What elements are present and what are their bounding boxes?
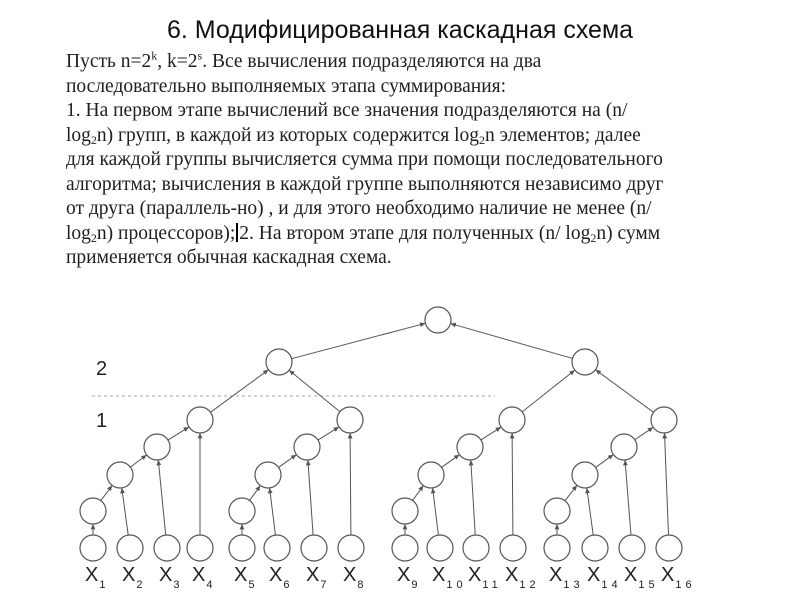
leaf-node-x1	[80, 535, 106, 561]
tree-edge-arrow	[522, 370, 575, 412]
sum-node-step1	[392, 498, 418, 524]
leaf-label-x15: $X_{15}$	[624, 564, 659, 591]
tree-edge-arrow	[289, 370, 340, 412]
tree-edge-arrow	[318, 427, 339, 440]
leaf-label-x4: $X_4$	[192, 564, 217, 591]
step-text-3: n элементов; далее для каждой группы вычисляется сумма при помощи последовательного алгоритма; вычисления в каждой группе выполняются независимо друг от друга (параллель-но) , и для этого необходимо наличие не менее (n/ log	[66, 124, 664, 244]
leaf-label-x1: $X_1$	[85, 564, 110, 591]
tree-edge-arrow	[587, 488, 593, 535]
leaf-node-x16	[656, 535, 682, 561]
leaf-label-x12: $X_{12}$	[505, 564, 540, 591]
tree-edge-arrow	[635, 427, 653, 439]
tree-edge-arrow	[270, 488, 276, 535]
step-text-2: n) групп, в каждой из которых содержится log	[96, 124, 480, 146]
leaf-label-x5: $X_5$	[234, 564, 259, 591]
group-sum-node	[187, 407, 213, 433]
tree-edge-arrow	[130, 455, 146, 467]
tree-edge-arrow	[122, 488, 128, 535]
leaf-label-x3: $X_3$	[159, 564, 184, 591]
leaf-node-x5	[229, 535, 255, 561]
leaf-node-x7	[301, 535, 327, 561]
leaf-node-x8	[338, 535, 364, 561]
leaf-label-x16: $X_{16}$	[661, 564, 696, 591]
tree-edge-arrow	[279, 455, 297, 468]
slide-title: 6. Модифицированная каскадная схема	[166, 16, 634, 44]
leaf-node-x10	[427, 535, 453, 561]
leaf-label-x14: $X_{14}$	[587, 564, 622, 591]
sum-node-step3	[144, 434, 170, 460]
leaf-label-x10: $X_{10}$	[432, 564, 467, 591]
level-label-2: 2	[96, 358, 108, 380]
intro-text-b: , k=2	[157, 51, 198, 72]
tree-edge-arrow	[450, 324, 572, 359]
tree-edge-arrow	[292, 323, 426, 358]
group-sum-node	[651, 407, 677, 433]
tree-edge-arrow	[512, 433, 513, 535]
tree-edge-arrow	[158, 460, 165, 535]
leaf-node-x12	[500, 535, 526, 561]
step-text-5: 2. На втором этапе для полученных (n/ log	[239, 222, 591, 244]
leaf-label-x9: $X_9$	[397, 564, 422, 591]
leaf-node-x11	[463, 535, 489, 561]
leaf-node-x6	[264, 535, 290, 561]
tree-edge-arrow	[433, 488, 439, 535]
sum-node-step3	[457, 434, 483, 460]
root-sum-node	[425, 307, 451, 333]
intro-sup-s: s	[197, 48, 203, 63]
cascade-node-level2	[572, 349, 598, 375]
level-label-1: 1	[96, 410, 108, 432]
intro-text-a: Пусть n=2	[66, 51, 152, 72]
leaf-node-x3	[154, 535, 180, 561]
leaf-label-x7: $X_7$	[306, 564, 331, 591]
leaf-node-x2	[117, 535, 143, 561]
sum-node-step1	[544, 498, 570, 524]
step-text-6: n) сумм применяется обычная каскадная схема.	[66, 222, 661, 268]
cascade-node-level2	[266, 349, 292, 375]
log-base: 2	[590, 230, 597, 245]
leaf-label-x13: $X_{13}$	[549, 564, 584, 591]
sum-node-step2	[572, 462, 598, 488]
tree-edge-arrow	[596, 455, 614, 468]
log-base: 2	[90, 230, 97, 245]
tree-edge-arrow	[481, 427, 501, 440]
tree-edge-arrow	[350, 433, 351, 535]
tree-edge-arrow	[210, 370, 268, 413]
leaf-node-x15	[619, 535, 645, 561]
sum-node-step3	[611, 434, 637, 460]
leaf-label-x6: $X_6$	[269, 564, 294, 591]
tree-edge-arrow	[665, 433, 669, 535]
log-base: 2	[90, 132, 97, 147]
leaf-labels	[85, 564, 696, 591]
tree-edge-arrow	[168, 427, 189, 440]
sum-node-step2	[107, 462, 133, 488]
sum-node-step1	[80, 498, 106, 524]
sum-node-step1	[229, 498, 255, 524]
tree-edge-arrow	[595, 370, 653, 413]
leaf-node-x4	[187, 535, 213, 561]
sum-node-step3	[294, 434, 320, 460]
leaf-node-x9	[392, 535, 418, 561]
leaf-label-x2: $X_2$	[122, 564, 147, 591]
leaf-label-x11: $X_{11}$	[468, 564, 502, 591]
step-text-4: n) процессоров);	[96, 222, 236, 244]
tree-edge-arrow	[442, 455, 460, 468]
tree-edge-arrow	[565, 485, 577, 500]
leaf-label-x8: $X_8$	[343, 564, 368, 591]
group-sum-node	[337, 407, 363, 433]
intro-text-c: . Все вычисления подразделяются на два последовательно выполняемых этапа суммирования:	[66, 51, 542, 97]
intro-sup-k: k	[151, 48, 158, 63]
sum-node-step2	[418, 462, 444, 488]
leaf-node-x14	[582, 535, 608, 561]
group-sum-node	[499, 407, 525, 433]
log-base: 2	[479, 132, 486, 147]
step-text-1: 1. На первом этапе вычислений все значения подразделяются на (n/ log	[66, 100, 628, 146]
tree-edge-arrow	[250, 486, 261, 501]
leaf-node-x13	[544, 535, 570, 561]
tree-edge-arrow	[413, 486, 424, 501]
sum-node-step2	[255, 462, 281, 488]
tree-edge-arrow	[471, 460, 475, 535]
tree-edge-arrow	[625, 460, 631, 535]
tree-edge-arrow	[101, 485, 112, 500]
tree-edge-arrow	[308, 460, 313, 535]
